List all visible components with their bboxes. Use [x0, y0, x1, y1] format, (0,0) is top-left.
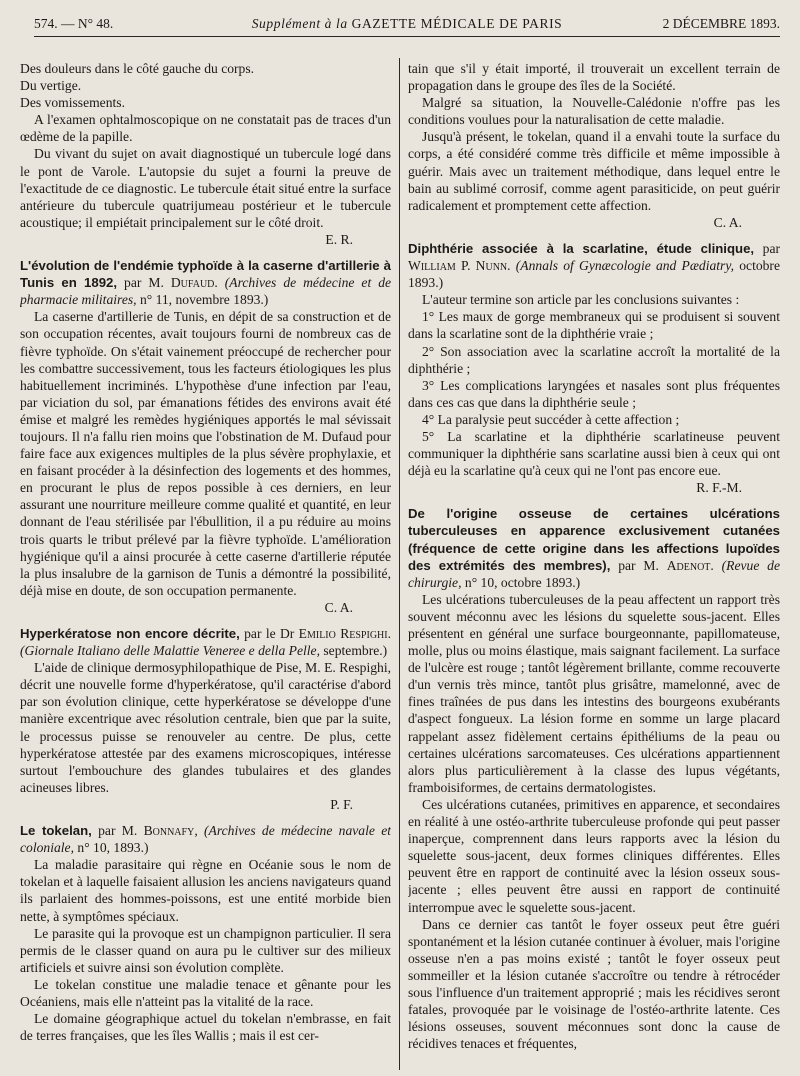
journal-title-main: GAZETTE MÉDICALE DE PARIS	[351, 16, 563, 31]
article-ulcerations	[408, 505, 780, 1052]
article-body: La caserne d'artillerie de Tunis, en dépit de sa construction et de son occupation récentes, avait toujours fourni de nombreux cas de fièvre typhoïde. On s'était vainement préoccupé de rechercher pour les combattre successivement, tous les facteurs étiologiques les plus habituellement incriminés. L'hypothèse d'une infection par l'eau, par viciation du sol, par émanations fétides des environs avait été émise et malgré les remèdes hygiéniques apportés le mal sévissait toujours. Il n'a fallu rien moins que l'obstination de M. Dufaud pour faire face aux exigences multiples de la plus sévère prophylaxie, et en faisant procéder à la désinfection des logements et des hommes, en procurant le plus de repos possible à ces derniers, en leur assurant une nourriture meilleure comme qualité et quantité, en leur donnant de l'eau stérilisée par l'ébullition, il a pu réduire au moins trois quarts le tribut prélevé par la fièvre typhoïde. L'amélioration hygiénique qu'il a ainsi procurée à cette caserne d'artillerie réputée la plus insalubre de la garnison de Tunis a démontré la possibilité, déjà mise en doute, de son occupation permanente.	[20, 309, 391, 598]
article-by: par	[762, 240, 780, 256]
article-source: (Annals of Gynæcologie and Pædiatry,	[515, 258, 735, 274]
article-title: Le tokelan,	[20, 823, 92, 839]
article-source: (Revue de chirurgie,	[408, 557, 780, 590]
article-signature: P. F.	[330, 796, 353, 812]
intro-paragraph: Du vivant du sujet on avait diagnostiqué un tubercule logé dans le pont de Varole. L'autopsie du sujet a fourni la preuve de l'exactitude de ce diagnostic. Le tubercule était situé entre la surface antérieure du tubercule quatrijumeau postérieur et le tubercule acoustique; il empiétait principalement sur le côté droit.	[20, 146, 391, 230]
article-author: Adenot.	[666, 557, 714, 573]
journal-title-italic: Supplément à la	[251, 16, 348, 31]
article-tokelan	[20, 822, 391, 1044]
conclusion-item: 1° Les maux de gorge membraneux qui se produisent si souvent dans la scarlatine sont de la diphthérie vraie ;	[408, 309, 780, 342]
article-signature: C. A.	[713, 214, 742, 230]
article-signature: E. R.	[325, 231, 353, 247]
right-column	[408, 60, 780, 1072]
page-number: 574. — N° 48.	[34, 16, 114, 31]
intro-line: Des douleurs dans le côté gauche du corps.	[20, 61, 255, 76]
article-ref: n° 10, 1893.)	[77, 840, 149, 856]
continued-paragraph: Jusqu'à présent, le tokelan, quand il a envahi toute la surface du corps, a été considéré comme très difficile et même impossible à guérir. Mais avec un traitement méthodique, dans lequel entre le bain au sublimé corrosif, comme agent parasiticide, on peut guérir radicalement et promptement cette affection.	[408, 129, 780, 213]
page-header	[34, 14, 780, 37]
article-heading	[408, 505, 780, 590]
article-heading	[20, 822, 391, 856]
article-by: par M.	[98, 823, 138, 839]
article-typhoide	[20, 257, 391, 616]
article-heading	[20, 257, 391, 308]
article-title: Diphthérie associée à la scarlatine, étude clinique,	[408, 240, 755, 256]
article-title: Hyperkératose non encore décrite,	[20, 626, 240, 641]
article-signature: C. A.	[324, 599, 353, 615]
article-hyperkeratose	[20, 625, 391, 813]
article-paragraph: Le tokelan constitue une maladie tenace et gênante pour les Océaniens, mais elle n'atteint pas la vitalité de la race.	[20, 976, 391, 1009]
article-signature: R. F.-M.	[696, 480, 742, 496]
article-author: Dufaud.	[170, 275, 218, 291]
article-paragraph: Dans ce dernier cas tantôt le foyer osseux peut être guéri spontanément et la lésion cutanée continuer à évoluer, mais l'origine osseuse n'en a pas moins existé ; tantôt le foyer osseux peut sommeiller et la lésion cutanée s'accroître ou tendre à rétrocéder sous l'influence d'un traitement approprié ; mais les récidives seront fatales, provoquée par le voisinage de l'ostéo-arthrite latente. Ces lésions osseuses, souvent méconnues sont donc la cause de récidives tenaces et fréquentes,	[408, 916, 780, 1052]
article-ref: n° 11, novembre 1893.)	[139, 292, 269, 308]
conclusion-item: 2° Son association avec la scarlatine accroît la mortalité de la diphthérie ;	[408, 343, 780, 376]
article-by: par le Dr	[244, 626, 295, 641]
article-author: Emilio Respighi.	[298, 626, 391, 641]
intro-line: Du vertige.	[20, 78, 82, 94]
intro-paragraph: A l'examen ophtalmoscopique on ne constatait pas de traces d'un œdème de la papille.	[20, 112, 391, 145]
article-diphtherie	[408, 240, 780, 496]
article-paragraph: L'auteur termine son article par les conclusions suivantes :	[422, 292, 740, 308]
intro-line: Des vomissements.	[20, 95, 125, 111]
conclusion-item: 4° La paralysie peut succéder à cette affection ;	[422, 411, 680, 427]
continued-paragraph: Malgré sa situation, la Nouvelle-Calédonie n'offre pas les conditions voulues pour la naturalisation de cette maladie.	[408, 95, 780, 128]
article-ref: n° 10, octobre 1893.)	[464, 574, 581, 590]
article-author: William P. Nunn.	[408, 258, 511, 274]
article-source: (Giornale Italiano delle Malattie Veneree e della Pelle,	[20, 643, 320, 659]
column-divider	[399, 58, 400, 1070]
article-heading	[408, 240, 780, 291]
article-by: par M.	[618, 557, 659, 573]
article-paragraph: Ces ulcérations cutanées, primitives en apparence, et secondaires en réalité à une ostéo-arthrite tuberculeuse profonde qui peut passer inaperçue, comprennent dans leurs rapports avec la lésion du squelette sous-jacent, deux formes cliniques différentes. Elles peuvent être en rapport de continuité avec la lésion osseux sous-jacente ; elles peuvent être aussi en rapport de continuité interrompue avec le squelette sous-jacent.	[408, 796, 780, 915]
conclusion-item: 5° La scarlatine et la diphthérie scarlatineuse peuvent communiquer la diphthérie sans scarlatine aussi bien à ceux qui ont déjà eu la scarlatine qu'à ceux qui ne l'ont pas encore eue.	[408, 428, 780, 479]
article-paragraph: Les ulcérations tuberculeuses de la peau affectent un rapport très souvent méconnu avec les lésions du squelette sous-jacent. Elles présentent en général une surface bourgeonnante, papillomateuse, molle, plus ou moins élastique, mais saignant facilement. La surface de l'ulcère est rouge ; tantôt légèrement brillante, comme recouverte d'un vernis très mince, tantôt plus grisâtre, mamelonné, avec de fines traînées de pus dans les intestins des bourgeons exubérants d'aspect fongueux. La lésion forme en somme un large placard rappelant assez fidèlement certains épithéliums de la peau ou certaines ulcérations sarcomateuses. Ces ulcérations appartiennent alors plus particulièrement à la classe des lupus végétants, framboisiformes, de certains dermatologistes.	[408, 591, 780, 795]
article-ref: octobre 1893.)	[408, 258, 780, 291]
article-paragraph: La maladie parasitaire qui règne en Océanie sous le nom de tokelan et à laquelle faisaient allusion les anciens navigateurs quand ils parlaient des hommes-poissons, est une entité morbide bien nette, à symptômes spéciaux.	[20, 857, 391, 924]
article-source: (Archives de médecine navale et coloniale,	[20, 823, 391, 856]
article-author: Bonnafy,	[143, 823, 198, 839]
conclusion-item: 3° Les complications laryngées et nasales sont plus fréquentes dans ces cas que dans la diphthérie seule ;	[408, 377, 780, 410]
article-source: (Archives de médecine et de pharmacie militaires,	[20, 275, 391, 308]
article-paragraph: Le parasite qui la provoque est un champignon particulier. Il sera permis de le classer quand on aura pu le cultiver sur des milieux artificiels et suivre ainsi son évolution complète.	[20, 925, 391, 975]
article-title: L'évolution de l'endémie typhoïde à la caserne d'artillerie à Tunis en 1892,	[20, 258, 391, 291]
continued-paragraph: tain que s'il y était importé, il trouverait un excellent terrain de propagation dans le groupe des îles de la Société.	[408, 61, 780, 94]
issue-date: 2 DÉCEMBRE 1893.	[662, 16, 780, 31]
article-body: L'aide de clinique dermosyphilopathique de Pise, M. E. Respighi, décrit une nouvelle forme d'hyperkératose, qu'il caractérise d'abord par son évolution clinique, cette hyperkératose se développe d'une manière excentrique avec résolution centrale, bien que par la suite, le processus puisse se renouveler au centre. De plus, cette hyperkératose attestée par des examens microscopiques, intéresse surtout l'embouchure des glandes tubulaires et des glandes acineuses libres.	[20, 660, 391, 795]
article-ref: septembre.)	[323, 643, 388, 659]
left-column	[20, 60, 391, 1072]
article-by: par M.	[124, 275, 164, 291]
article-title: De l'origine osseuse de certaines ulcérations tuberculeuses en apparence exclusivement cutanées (fréquence de cette origine dans les affections lupoïdes des extrémités des membres),	[408, 506, 780, 573]
article-heading	[20, 625, 391, 659]
article-paragraph: Le domaine géographique actuel du tokelan n'embrasse, en fait de terres françaises, que les îles Wallis ; mais il est cer-	[20, 1011, 391, 1044]
